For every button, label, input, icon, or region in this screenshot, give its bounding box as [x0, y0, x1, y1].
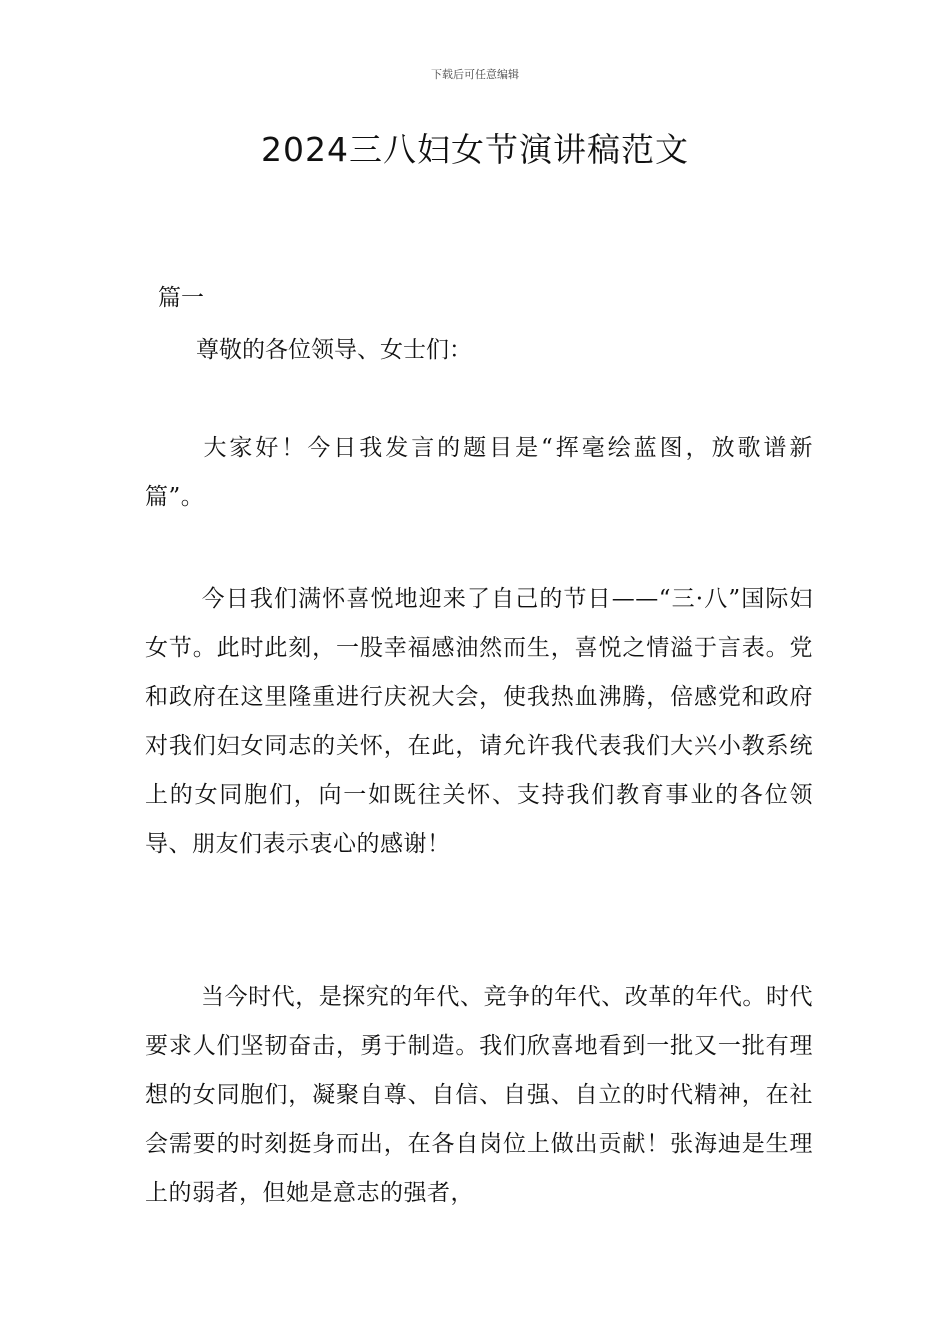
header-note: 下载后可任意编辑: [431, 68, 519, 81]
section-label: 篇一: [158, 285, 204, 311]
paragraph-3: [145, 973, 813, 1218]
paragraph-2: [145, 575, 813, 869]
paragraph-text: 今日我们满怀喜悦地迎来了自己的节日——“三·八”国际妇女节。此时此刻，一股幸福感油然而生，喜悦之情溢于言表。党和政府在这里隆重进行庆祝大会，使我热血沸腾，倍感党和政府对我们妇女同志的关怀，在此，请允许我代表我们大兴小教系统上的女同胞们，向一如既往关怀、支持我们教育事业的各位领导、朋友们表示衷心的感谢！: [145, 586, 813, 857]
salutation: 尊敬的各位领导、女士们：: [196, 337, 472, 363]
paragraph-text: 大家好！今日我发言的题目是“挥毫绘蓝图，放歌谱新篇”。: [145, 435, 813, 510]
paragraph-text: 当今时代，是探究的年代、竞争的年代、改革的年代。时代要求人们坚韧奋击，勇于制造。我们欣喜地看到一批又一批有理想的女同胞们，凝聚自尊、自信、自强、自立的时代精神，在社会需要的时刻挺身而出，在各自岗位上做出贡献！张海迪是生理上的弱者，但她是意志的强者，: [145, 984, 813, 1206]
paragraph-1: [145, 424, 813, 522]
page-title: 2024三八妇女节演讲稿范文: [261, 130, 689, 169]
